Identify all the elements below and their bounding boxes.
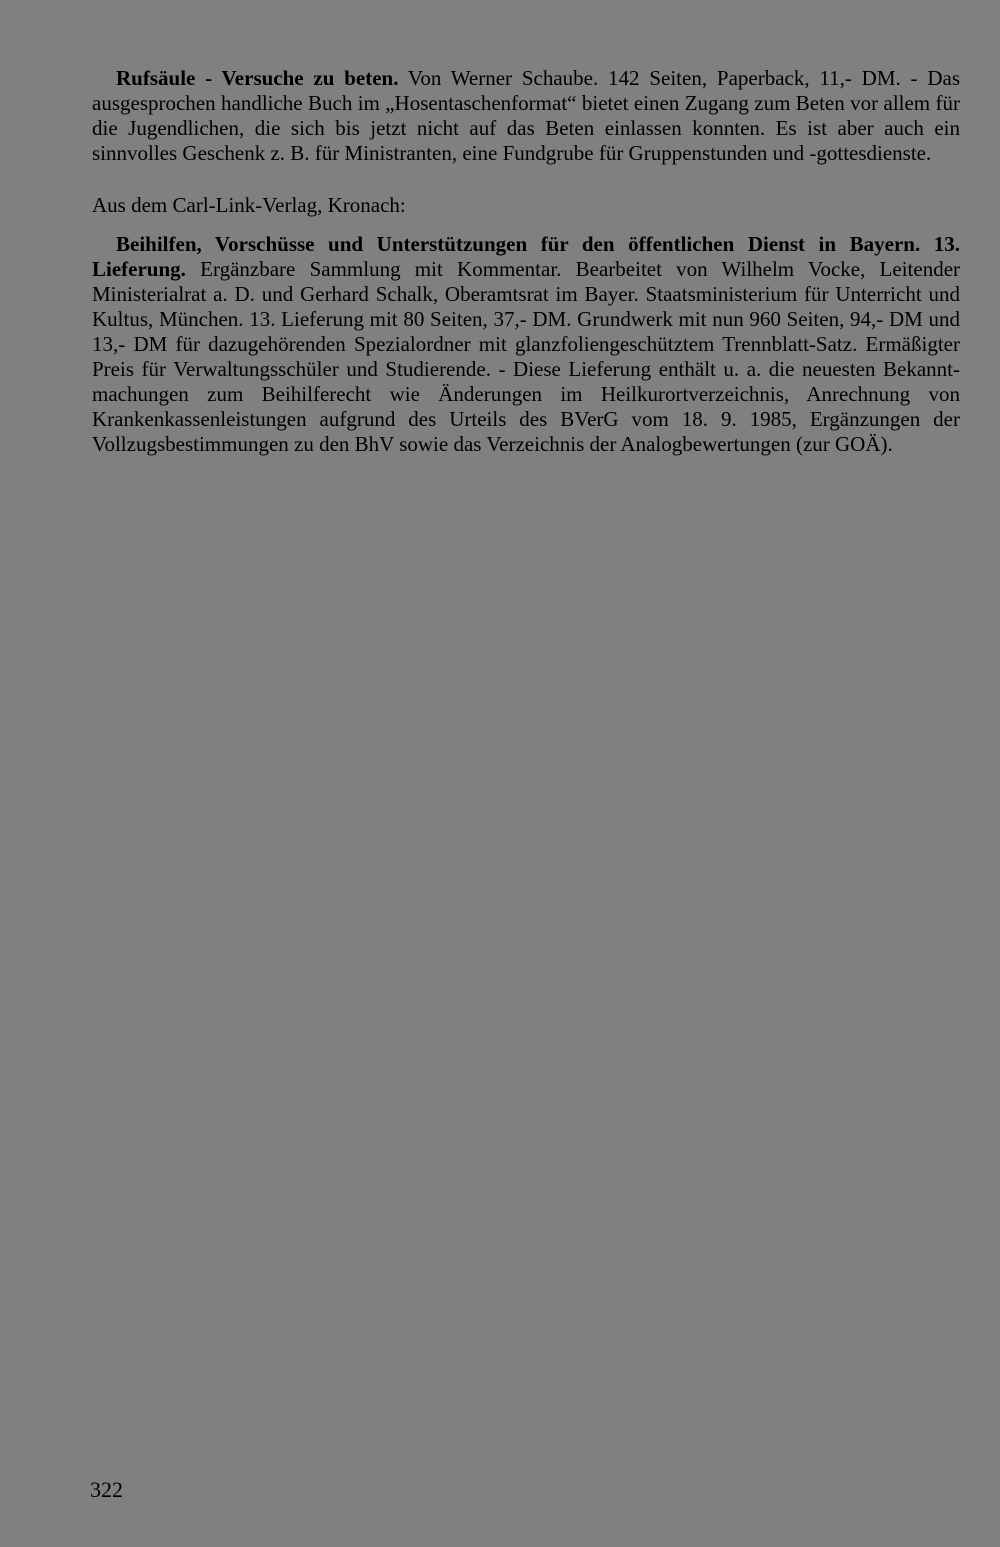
entry-text: Ergänzbare Sammlung mit Kommentar. Bearbeitet von Wilhelm Vocke, Leitender Ministerialrat a. D. und Gerhard Schalk, Oberamtsrat im Bayer. Staatsministerium für Unterricht und Kultus, München. 13. Lieferung mit 80 Seiten, 37,- DM. Grundwerk mit nun 960 Seiten, 94,- DM und 13,- DM für dazugehörenden Spezialordner mit glanzfoliengeschütztem Trennblatt-Satz. Ermäßigter Preis für Verwaltungsschüler und Studierende. - Diese Lieferung enthält u. a. die neuesten Bekanntmachungen zum Beihilferecht wie Änderungen im Heilkurortverzeichnis, Anrechnung von Krankenkassenleistungen aufgrund des Urteils des BVerG vom 18. 9. 1985, Ergänzungen der Vollzugsbestimmungen zu den BhV sowie das Verzeichnis der Analogbewertungen (zur GOÄ). — [92, 257, 961, 456]
publisher-heading: Aus dem Carl-Link-Verlag, Kronach: — [92, 193, 406, 217]
book-entry-rufsaeule — [92, 66, 960, 166]
entry-title: Rufsäule - Versuche zu beten. — [116, 66, 399, 90]
entry-text: Von Werner Schaube. 142 Seiten, Paperback, 11,- DM. - Das ausgesprochen handliche Buch im „Hosentaschenformat“ bietet einen Zugang zum Beten vor allem für die Jugendlichen, die sich bis jetzt nicht auf das Beten einlassen konnten. Es ist aber auch ein sinnvolles Geschenk z. B. für Ministranten, eine Fundgrube für Gruppenstunden und -gottesdienste. — [92, 66, 961, 165]
page-number: 322 — [90, 1477, 123, 1502]
book-entry-beihilfen — [92, 232, 960, 457]
entry-title: Beihilfen, Vorschüsse und Unterstützungen für den öffentlichen Dienst in Bayern. 13. Lieferung. — [92, 232, 960, 281]
document-page — [92, 66, 960, 457]
